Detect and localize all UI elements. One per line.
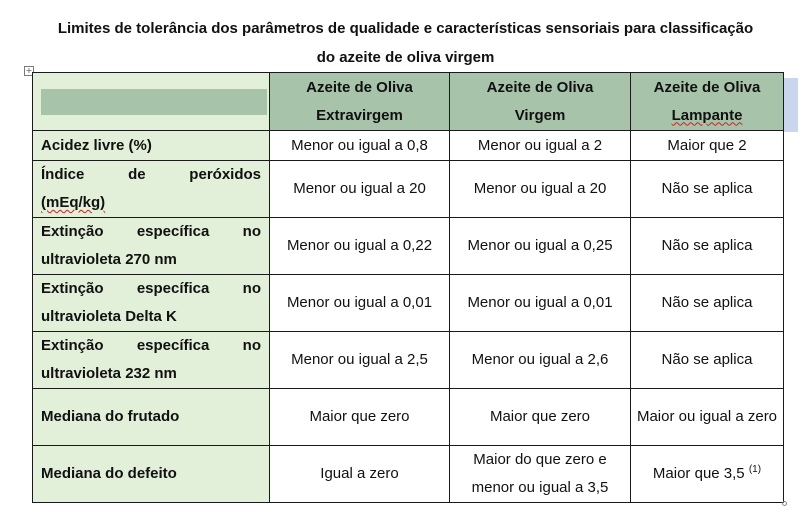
row-label-line2: ultravioleta Delta K xyxy=(41,308,177,325)
table-row xyxy=(33,131,784,161)
table-row xyxy=(33,332,784,389)
table-cell: Menor ou igual a 0,22 xyxy=(270,218,450,275)
row-label-line2: (mEq/kg) xyxy=(41,194,106,211)
table-cell: Menor ou igual a 0,25 xyxy=(450,218,631,275)
row-label-line1: Extinção específica no xyxy=(41,280,261,297)
table-cell: Menor ou igual a 2 xyxy=(450,131,631,161)
margin-marker xyxy=(784,78,798,132)
table-cell: Não se aplica xyxy=(631,332,784,389)
table-cell: Maior que zero xyxy=(450,389,631,446)
table-cell: Maior do que zero e menor ou igual a 3,5 xyxy=(450,446,631,503)
table-row xyxy=(33,389,784,446)
table-cell: Menor ou igual a 2,5 xyxy=(270,332,450,389)
header-extravirgem-line2: Extravirgem xyxy=(316,106,403,124)
table-row xyxy=(33,218,784,275)
row-label-text: Mediana do defeito xyxy=(41,465,177,482)
row-label-acidez xyxy=(33,131,270,161)
table-cell: Não se aplica xyxy=(631,275,784,332)
row-label-peroxidos xyxy=(33,161,270,218)
table-row xyxy=(33,161,784,218)
header-lampante xyxy=(631,73,784,131)
tolerance-table xyxy=(32,72,784,503)
document-title xyxy=(20,14,791,72)
table-cell: Menor ou igual a 2,6 xyxy=(450,332,631,389)
table-row xyxy=(33,446,784,503)
header-corner-cell xyxy=(33,73,270,131)
table-cell xyxy=(631,446,784,503)
table-cell: Menor ou igual a 0,01 xyxy=(450,275,631,332)
header-virgem-line1: Azeite de Oliva xyxy=(486,78,594,96)
title-line-2: do azeite de oliva virgem xyxy=(316,49,495,66)
table-cell: Menor ou igual a 0,01 xyxy=(270,275,450,332)
header-virgem-line2: Virgem xyxy=(514,106,566,124)
header-lampante-line2: Lampante xyxy=(671,106,743,124)
header-lampante-line1: Azeite de Oliva xyxy=(653,78,761,96)
row-label-270nm xyxy=(33,218,270,275)
row-label-delta-k xyxy=(33,275,270,332)
header-extravirgem xyxy=(270,73,450,131)
table-cell: Não se aplica xyxy=(631,218,784,275)
table-row xyxy=(33,275,784,332)
footnote-marker: (1) xyxy=(748,464,762,475)
row-label-line2: ultravioleta 270 nm xyxy=(41,251,177,268)
row-label-line1: Extinção específica no xyxy=(41,337,261,354)
row-label-text: Acidez livre (%) xyxy=(41,136,152,154)
header-corner-shading xyxy=(41,89,267,115)
row-label-frutado xyxy=(33,389,270,446)
row-label-232nm xyxy=(33,332,270,389)
table-cell: Não se aplica xyxy=(631,161,784,218)
row-label-line1: Índice de peróxidos xyxy=(41,166,261,183)
end-of-cell-marker xyxy=(782,501,787,506)
table-cell: Menor ou igual a 20 xyxy=(270,161,450,218)
table-cell: Maior ou igual a zero xyxy=(631,389,784,446)
table-move-handle-icon[interactable]: + xyxy=(25,66,33,75)
row-label-text: Mediana do frutado xyxy=(41,408,180,425)
header-row xyxy=(33,73,784,131)
cell-value: Maior que 3,5 xyxy=(652,465,745,482)
table-cell: Menor ou igual a 0,8 xyxy=(270,131,450,161)
table-cell: Maior que zero xyxy=(270,389,450,446)
table-cell: Menor ou igual a 20 xyxy=(450,161,631,218)
row-label-defeito xyxy=(33,446,270,503)
row-label-line1: Extinção específica no xyxy=(41,223,261,240)
row-label-line2: ultravioleta 232 nm xyxy=(41,365,177,382)
title-line-1: Limites de tolerância dos parâmetros de qualidade e características sensoriais para classificação xyxy=(57,20,754,37)
header-virgem xyxy=(450,73,631,131)
table-cell: Igual a zero xyxy=(270,446,450,503)
header-extravirgem-line1: Azeite de Oliva xyxy=(306,78,413,96)
table-cell: Maior que 2 xyxy=(631,131,784,161)
